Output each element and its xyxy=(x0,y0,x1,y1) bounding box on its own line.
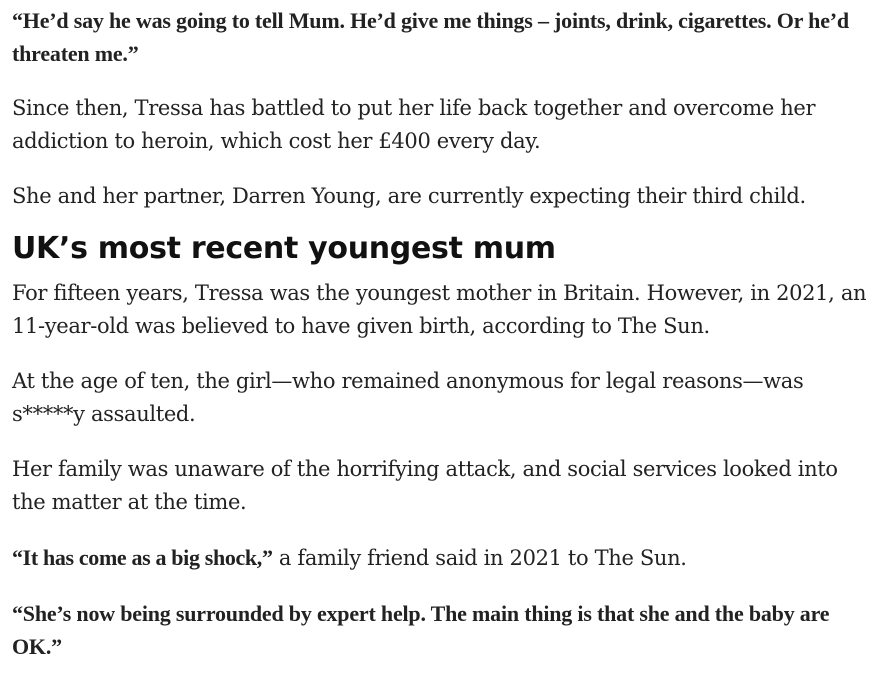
paragraph-text: a family friend said in 2021 to The Sun. xyxy=(272,546,687,570)
paragraph: Since then, Tressa has battled to put her life back together and overcome her addiction to heroin, which cost her £400 every day. xyxy=(12,96,816,153)
quote-paragraph: “He’d say he was going to tell Mum. He’d give me things – joints, drink, cigarettes. Or he’d threaten me.” xyxy=(12,8,849,66)
quote-paragraph: “She’s now being surrounded by expert help. The main thing is that she and the baby are OK.” xyxy=(12,601,830,659)
paragraph: For fifteen years, Tressa was the youngest mother in Britain. However, in 2021, an 11-year-old was believed to have given birth, according to The Sun. xyxy=(12,281,867,338)
paragraph: At the age of ten, the girl—who remained anonymous for legal reasons—was s*****y assaulted. xyxy=(12,369,804,426)
inline-quote: “It has come as a big shock,” xyxy=(12,545,273,570)
paragraph: She and her partner, Darren Young, are currently expecting their third child. xyxy=(12,184,806,208)
paragraph xyxy=(12,541,867,575)
article-body xyxy=(12,4,867,685)
paragraph: Her family was unaware of the horrifying attack, and social services looked into the matter at the time. xyxy=(12,457,838,514)
section-heading: UK’s most recent youngest mum xyxy=(12,231,556,266)
